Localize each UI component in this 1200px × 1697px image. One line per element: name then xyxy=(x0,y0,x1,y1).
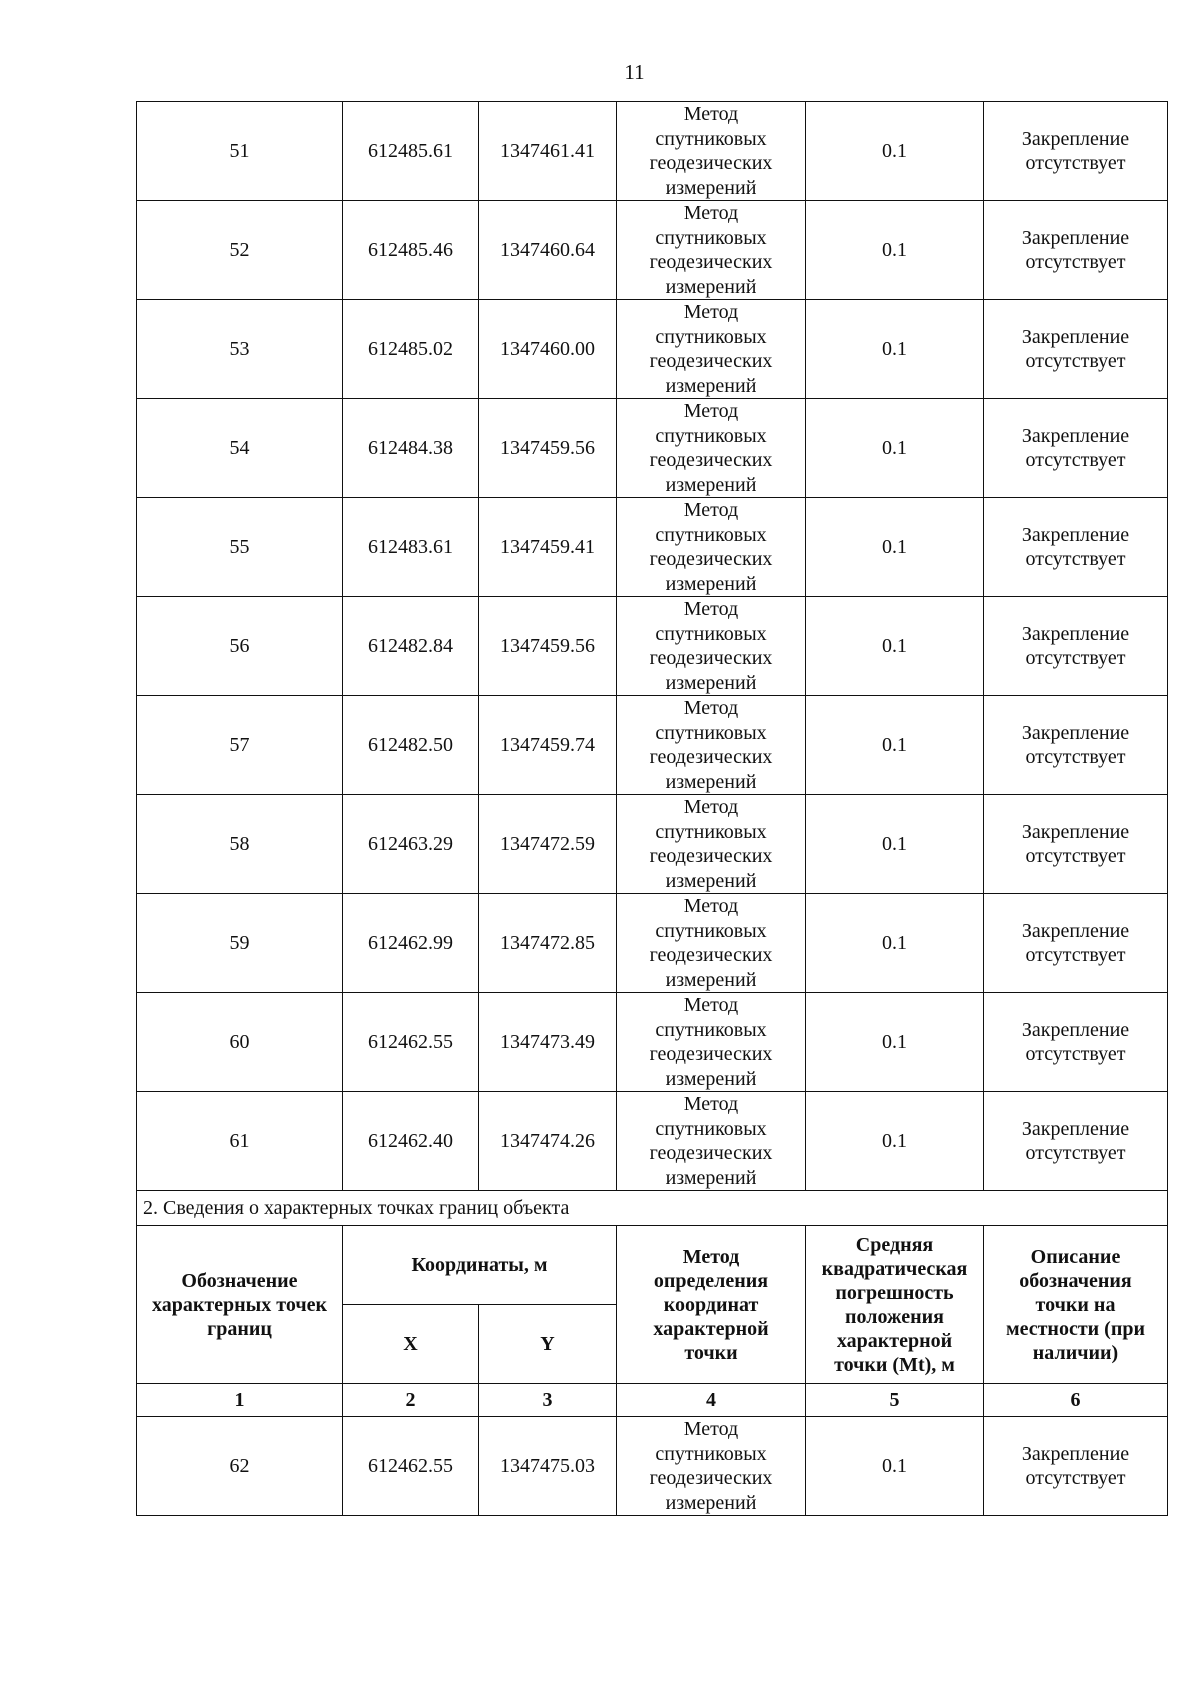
header-designation: Обозначение характерных точек границ xyxy=(137,1226,343,1384)
header-row-top xyxy=(137,1226,1168,1305)
point-number-cell: 51 xyxy=(137,102,343,201)
table-row xyxy=(137,102,1168,201)
page-number: 11 xyxy=(624,60,645,84)
y-coordinate-cell: 1347459.56 xyxy=(479,399,617,498)
x-coordinate-cell: 612463.29 xyxy=(343,795,479,894)
method-cell: Метод спутниковых геодезических измерений xyxy=(617,795,806,894)
method-cell: Метод спутниковых геодезических измерений xyxy=(617,894,806,993)
column-numbers-row xyxy=(137,1384,1168,1417)
y-coordinate-cell: 1347461.41 xyxy=(479,102,617,201)
column-number: 6 xyxy=(984,1384,1168,1417)
table-row xyxy=(137,1092,1168,1191)
accuracy-cell: 0.1 xyxy=(806,1092,984,1191)
y-coordinate-cell: 1347472.59 xyxy=(479,795,617,894)
column-number: 3 xyxy=(479,1384,617,1417)
accuracy-cell: 0.1 xyxy=(806,498,984,597)
header-method: Метод определения координат характерной точки xyxy=(617,1226,806,1384)
table-row xyxy=(137,300,1168,399)
table-row xyxy=(137,201,1168,300)
section-title-row xyxy=(137,1191,1168,1226)
description-cell: Закрепление отсутствует xyxy=(984,399,1168,498)
description-cell: Закрепление отсутствует xyxy=(984,597,1168,696)
accuracy-cell: 0.1 xyxy=(806,1417,984,1516)
method-cell: Метод спутниковых геодезических измерений xyxy=(617,102,806,201)
method-cell: Метод спутниковых геодезических измерений xyxy=(617,993,806,1092)
table-body-lower xyxy=(137,1417,1168,1516)
y-coordinate-cell: 1347474.26 xyxy=(479,1092,617,1191)
y-coordinate-cell: 1347475.03 xyxy=(479,1417,617,1516)
point-number-cell: 54 xyxy=(137,399,343,498)
description-cell: Закрепление отсутствует xyxy=(984,201,1168,300)
method-cell: Метод спутниковых геодезических измерений xyxy=(617,399,806,498)
x-coordinate-cell: 612483.61 xyxy=(343,498,479,597)
point-number-cell: 57 xyxy=(137,696,343,795)
y-coordinate-cell: 1347459.74 xyxy=(479,696,617,795)
accuracy-cell: 0.1 xyxy=(806,993,984,1092)
point-number-cell: 62 xyxy=(137,1417,343,1516)
x-coordinate-cell: 612462.55 xyxy=(343,1417,479,1516)
description-cell: Закрепление отсутствует xyxy=(984,696,1168,795)
section-title: 2. Сведения о характерных точках границ объекта xyxy=(137,1191,1168,1226)
accuracy-cell: 0.1 xyxy=(806,696,984,795)
y-coordinate-cell: 1347460.64 xyxy=(479,201,617,300)
x-coordinate-cell: 612484.38 xyxy=(343,399,479,498)
table-row xyxy=(137,696,1168,795)
point-number-cell: 53 xyxy=(137,300,343,399)
table-row xyxy=(137,597,1168,696)
description-cell: Закрепление отсутствует xyxy=(984,795,1168,894)
description-cell: Закрепление отсутствует xyxy=(984,498,1168,597)
method-cell: Метод спутниковых геодезических измерений xyxy=(617,1417,806,1516)
description-cell: Закрепление отсутствует xyxy=(984,993,1168,1092)
boundary-points-table xyxy=(136,101,1168,1516)
method-cell: Метод спутниковых геодезических измерений xyxy=(617,498,806,597)
accuracy-cell: 0.1 xyxy=(806,597,984,696)
method-cell: Метод спутниковых геодезических измерений xyxy=(617,201,806,300)
x-coordinate-cell: 612485.02 xyxy=(343,300,479,399)
table-row xyxy=(137,795,1168,894)
x-coordinate-cell: 612462.40 xyxy=(343,1092,479,1191)
method-cell: Метод спутниковых геодезических измерений xyxy=(617,696,806,795)
table-row xyxy=(137,399,1168,498)
method-cell: Метод спутниковых геодезических измерений xyxy=(617,1092,806,1191)
table-body-upper xyxy=(137,102,1168,1191)
accuracy-cell: 0.1 xyxy=(806,300,984,399)
description-cell: Закрепление отсутствует xyxy=(984,1417,1168,1516)
x-coordinate-cell: 612485.61 xyxy=(343,102,479,201)
method-cell: Метод спутниковых геодезических измерений xyxy=(617,300,806,399)
point-number-cell: 58 xyxy=(137,795,343,894)
column-number: 1 xyxy=(137,1384,343,1417)
x-coordinate-cell: 612485.46 xyxy=(343,201,479,300)
table-row xyxy=(137,1417,1168,1516)
table-body-section xyxy=(137,1191,1168,1417)
accuracy-cell: 0.1 xyxy=(806,201,984,300)
y-coordinate-cell: 1347459.56 xyxy=(479,597,617,696)
header-description: Описание обозначения точки на местности (при наличии) xyxy=(984,1226,1168,1384)
table-row xyxy=(137,993,1168,1092)
table-row xyxy=(137,498,1168,597)
header-y: Y xyxy=(479,1305,617,1384)
header-accuracy: Средняя квадратическая погрешность положения характерной точки (Mt), м xyxy=(806,1226,984,1384)
header-coordinates: Координаты, м xyxy=(343,1226,617,1305)
accuracy-cell: 0.1 xyxy=(806,399,984,498)
column-number: 2 xyxy=(343,1384,479,1417)
point-number-cell: 61 xyxy=(137,1092,343,1191)
column-number: 5 xyxy=(806,1384,984,1417)
y-coordinate-cell: 1347459.41 xyxy=(479,498,617,597)
x-coordinate-cell: 612482.84 xyxy=(343,597,479,696)
x-coordinate-cell: 612482.50 xyxy=(343,696,479,795)
x-coordinate-cell: 612462.99 xyxy=(343,894,479,993)
description-cell: Закрепление отсутствует xyxy=(984,102,1168,201)
header-x: X xyxy=(343,1305,479,1384)
column-number: 4 xyxy=(617,1384,806,1417)
x-coordinate-cell: 612462.55 xyxy=(343,993,479,1092)
point-number-cell: 52 xyxy=(137,201,343,300)
method-cell: Метод спутниковых геодезических измерений xyxy=(617,597,806,696)
accuracy-cell: 0.1 xyxy=(806,102,984,201)
description-cell: Закрепление отсутствует xyxy=(984,894,1168,993)
description-cell: Закрепление отсутствует xyxy=(984,300,1168,399)
accuracy-cell: 0.1 xyxy=(806,795,984,894)
point-number-cell: 59 xyxy=(137,894,343,993)
point-number-cell: 56 xyxy=(137,597,343,696)
y-coordinate-cell: 1347472.85 xyxy=(479,894,617,993)
point-number-cell: 60 xyxy=(137,993,343,1092)
description-cell: Закрепление отсутствует xyxy=(984,1092,1168,1191)
y-coordinate-cell: 1347460.00 xyxy=(479,300,617,399)
y-coordinate-cell: 1347473.49 xyxy=(479,993,617,1092)
point-number-cell: 55 xyxy=(137,498,343,597)
accuracy-cell: 0.1 xyxy=(806,894,984,993)
table-row xyxy=(137,894,1168,993)
